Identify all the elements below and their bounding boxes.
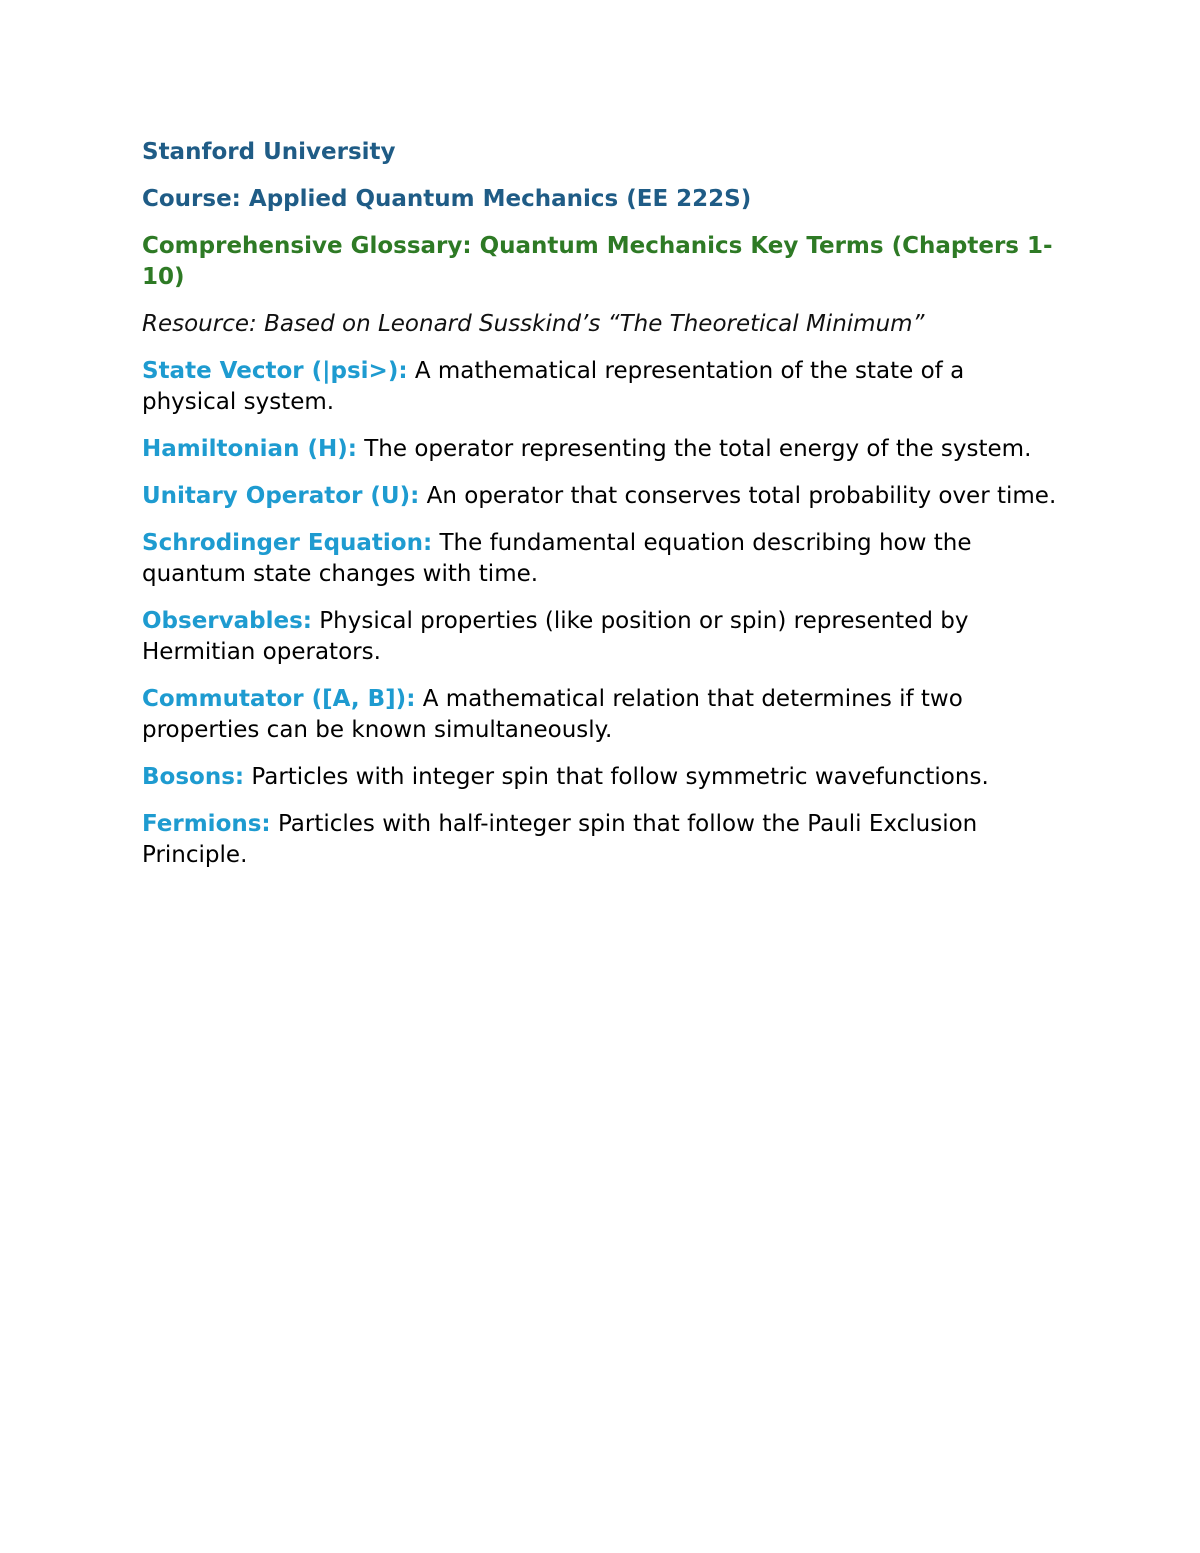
glossary-definition: Particles with integer spin that follow symmetric wavefunctions. <box>244 764 989 790</box>
glossary-term: Fermions: <box>142 811 271 837</box>
glossary-definition: The operator representing the total energy of the system. <box>356 436 1032 462</box>
glossary-entry-unitary-operator <box>142 481 1060 512</box>
course-heading: Course: Applied Quantum Mechanics (EE 222S) <box>142 186 752 212</box>
glossary-term: Schrodinger Equation: <box>142 530 433 556</box>
institution-heading: Stanford University <box>142 139 396 165</box>
glossary-entry-commutator <box>142 684 1060 746</box>
glossary-entry-fermions <box>142 809 1060 871</box>
glossary-entry-bosons <box>142 762 1060 793</box>
glossary-term: Commutator ([A, B]): <box>142 686 416 712</box>
glossary-title: Comprehensive Glossary: Quantum Mechanics Key Terms (Chapters 1-10) <box>142 233 1053 290</box>
glossary-term: Observables: <box>142 608 312 634</box>
glossary-definition: An operator that conserves total probability over time. <box>419 483 1057 509</box>
glossary-entry-state-vector <box>142 356 1060 418</box>
glossary-definition: A mathematical representation of the state of a physical system. <box>142 358 965 415</box>
glossary-term: Hamiltonian (H): <box>142 436 357 462</box>
glossary-entry-hamiltonian <box>142 434 1060 465</box>
glossary-definition: Particles with half-integer spin that follow the Pauli Exclusion Principle. <box>142 811 978 868</box>
glossary-entry-schrodinger-equation <box>142 528 1060 590</box>
glossary-definition: The fundamental equation describing how the quantum state changes with time. <box>142 530 972 587</box>
glossary-definition: Physical properties (like position or spin) represented by Hermitian operators. <box>142 608 969 665</box>
glossary-term: State Vector (|psi>): <box>142 358 408 384</box>
glossary-term: Bosons: <box>142 764 245 790</box>
glossary-entry-observables <box>142 606 1060 668</box>
resource-note: Resource: Based on Leonard Susskind’s “The Theoretical Minimum” <box>142 311 925 337</box>
glossary-definition: A mathematical relation that determines if two properties can be known simultaneously. <box>142 686 963 743</box>
glossary-term: Unitary Operator (U): <box>142 483 420 509</box>
document-page <box>142 137 1060 887</box>
